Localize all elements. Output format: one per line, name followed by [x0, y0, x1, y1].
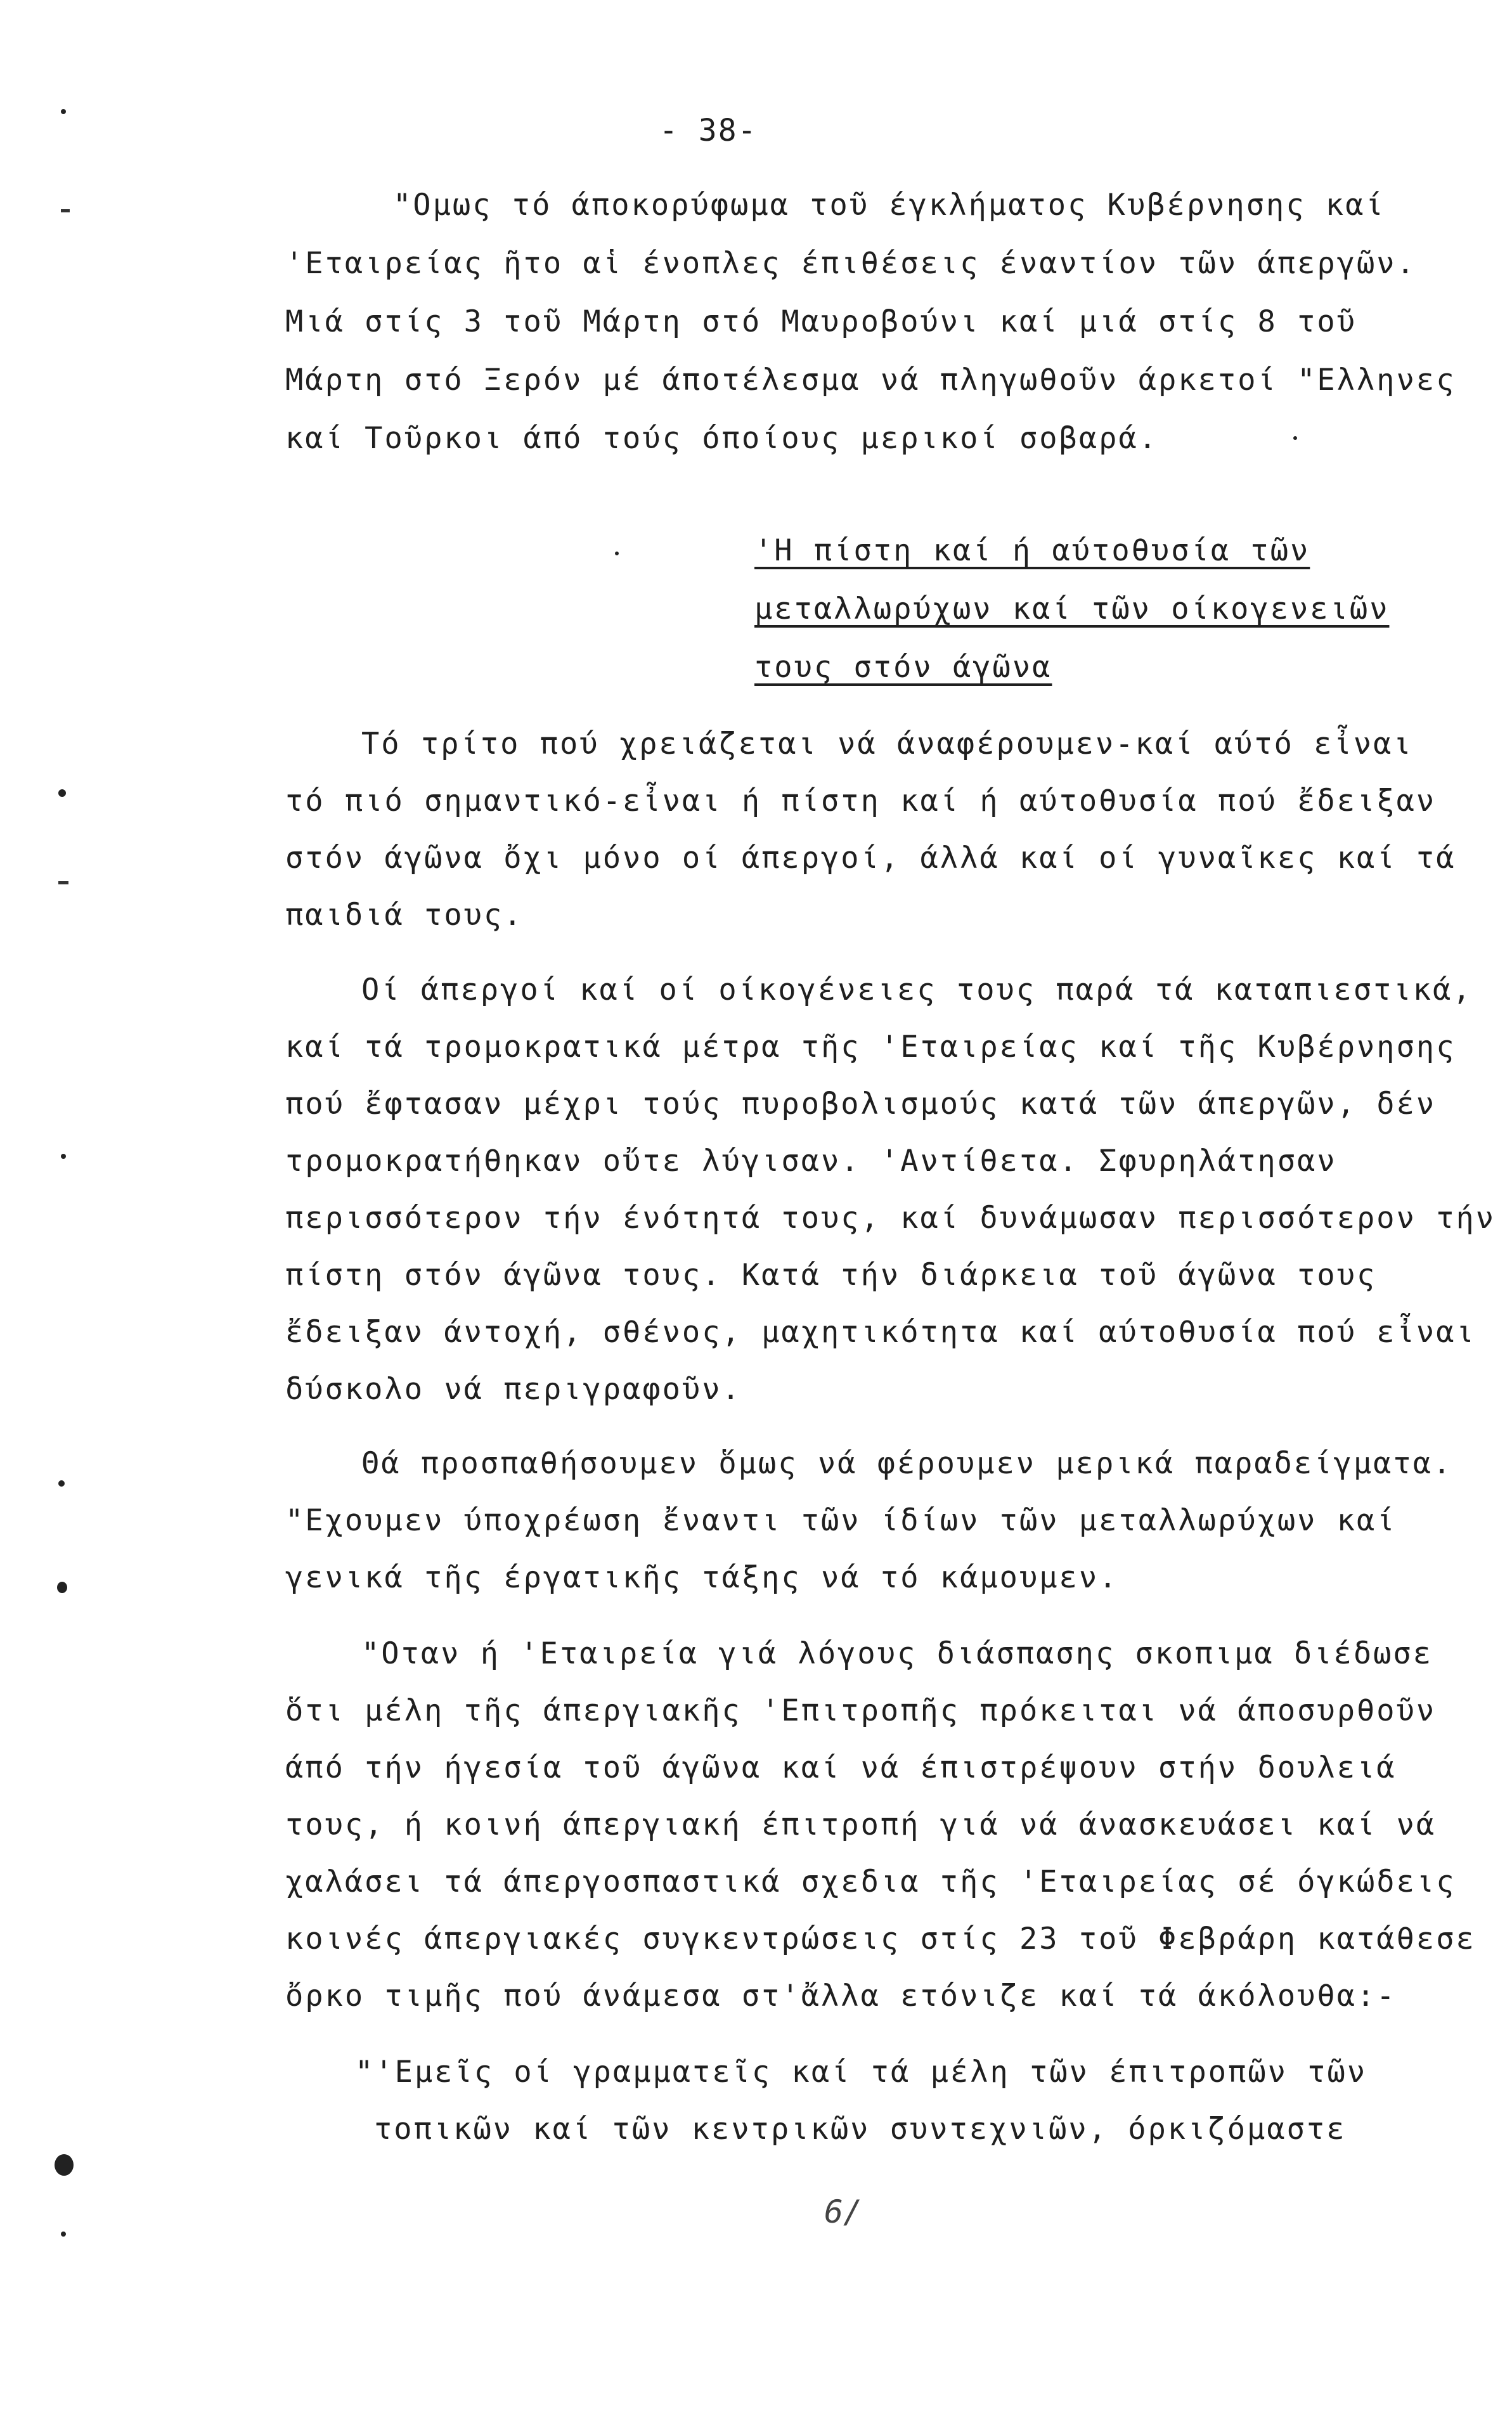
text-line: Μάρτη στό Ξερόν μέ άποτέλεσμα νά πληγωθοῦν άρκετοί "Ελληνες — [285, 363, 1456, 397]
text-line: Οί άπεργοί καί οί οίκογένειες τους παρά τά καταπιεστικά, — [361, 972, 1473, 1007]
page-number: - 38- — [659, 113, 758, 148]
scan-speck — [1293, 436, 1297, 440]
text-line: "'Εμεῖς οί γραμματεῖς καί τά μέλη τῶν έπιτροπῶν τῶν — [355, 2055, 1367, 2090]
text-line: ἔδειξαν άντοχή, σθένος, μαχητικότητα καί αύτοθυσία πού εἶναι — [285, 1315, 1476, 1350]
text-line: "Οταν ή 'Εταιρεία γιά λόγους διάσπασης σκοπιμα διέδωσε — [361, 1636, 1433, 1671]
handwritten-page-mark: 6/ — [824, 2193, 863, 2230]
text-line: καί τά τρομοκρατικά μέτρα τῆς 'Εταιρείας καί τῆς Κυβέρνησης — [285, 1030, 1456, 1064]
scan-speck — [61, 209, 70, 212]
text-line: "Εχουμεν ύποχρέωση ἔναντι τῶν ίδίων τῶν μεταλλωρύχων καί — [285, 1503, 1397, 1538]
text-line: ὅτι μέλη τῆς άπεργιακῆς 'Επιτροπῆς πρόκειται νά άποσυρθοῦν — [285, 1693, 1437, 1728]
text-line: δύσκολο νά περιγραφοῦν. — [285, 1372, 742, 1407]
text-line: τό πιό σημαντικό-εἶναι ή πίστη καί ή αύτοθυσία πού ἔδειξαν — [285, 784, 1437, 818]
scan-speck — [58, 1480, 65, 1487]
text-line: τους, ή κοινή άπεργιακή έπιτροπή γιά νά άνασκευάσει καί νά — [285, 1807, 1437, 1842]
text-line: γενικά τῆς έργατικῆς τάξης νά τό κάμουμεν. — [285, 1560, 1119, 1595]
text-line: άπό τήν ήγεσία τοῦ άγῶνα καί νά έπιστρέψουν στήν δουλειά — [285, 1750, 1397, 1785]
text-line: Θά προσπαθήσουμεν ὅμως νά φέρουμεν μερικά παραδείγματα. — [361, 1446, 1453, 1481]
text-line: Μιά στίς 3 τοῦ Μάρτη στό Μαυροβούνι καί μιά στίς 8 τοῦ — [285, 304, 1357, 339]
heading-line: μεταλλωρύχων καί τῶν οίκογενειῶν — [754, 591, 1390, 626]
text-line: 'Εταιρείας ῆτο αἱ ένοπλες έπιθέσεις έναντίον τῶν άπεργῶν. — [285, 246, 1416, 281]
text-line: παιδιά τους. — [285, 898, 524, 933]
text-line: περισσότερον τήν ένότητά τους, καί δυνάμωσαν περισσότερον τήν — [285, 1201, 1496, 1236]
text-line: τρομοκρατήθηκαν οὔτε λύγισαν. 'Αντίθετα. Σφυρηλάτησαν — [285, 1144, 1337, 1179]
scan-speck — [61, 109, 66, 114]
scan-speck — [615, 552, 619, 555]
text-line: Τό τρίτο πού χρειάζεται νά άναφέρουμεν-καί αύτό εἶναι — [361, 727, 1413, 761]
text-line: χαλάσει τά άπεργοσπαστικά σχεδια τῆς 'Εταιρείας σέ όγκώδεις — [285, 1864, 1456, 1899]
scan-speck — [61, 2232, 66, 2237]
scan-speck — [61, 1154, 66, 1159]
text-line: "Ομως τό άποκορύφωμα τοῦ έγκλήματος Κυβέρνησης καί — [393, 188, 1385, 223]
text-line: πού ἔφτασαν μέχρι τούς πυροβολισμούς κατά τῶν άπεργῶν, δέν — [285, 1087, 1437, 1121]
text-line: καί Τοῦρκοι άπό τούς όποίους μερικοί σοβαρά. — [285, 421, 1159, 456]
scan-speck — [57, 1582, 67, 1593]
text-line: στόν άγῶνα ὄχι μόνο οί άπεργοί, άλλά καί οί γυναῖκες καί τά — [285, 841, 1456, 875]
heading-line: τους στόν άγῶνα — [754, 650, 1052, 685]
text-line: κοινές άπεργιακές συγκεντρώσεις στίς 23 τοῦ Φεβράρη κατάθεσε — [285, 1922, 1476, 1956]
text-line: τοπικῶν καί τῶν κεντρικῶν συντεχνιῶν, όρκιζόμαστε — [374, 2112, 1347, 2147]
heading-line: 'Η πίστη καί ή αύτοθυσία τῶν — [754, 533, 1310, 568]
text-line: ὄρκο τιμῆς πού άνάμεσα στ'ἄλλα ετόνιζε καί τά άκόλουθα:- — [285, 1979, 1397, 2013]
text-line: πίστη στόν άγῶνα τους. Κατά τήν διάρκεια τοῦ άγῶνα τους — [285, 1258, 1377, 1293]
binding-hole-mark — [55, 2154, 74, 2176]
scan-speck — [58, 881, 68, 884]
scan-speck — [58, 789, 66, 797]
